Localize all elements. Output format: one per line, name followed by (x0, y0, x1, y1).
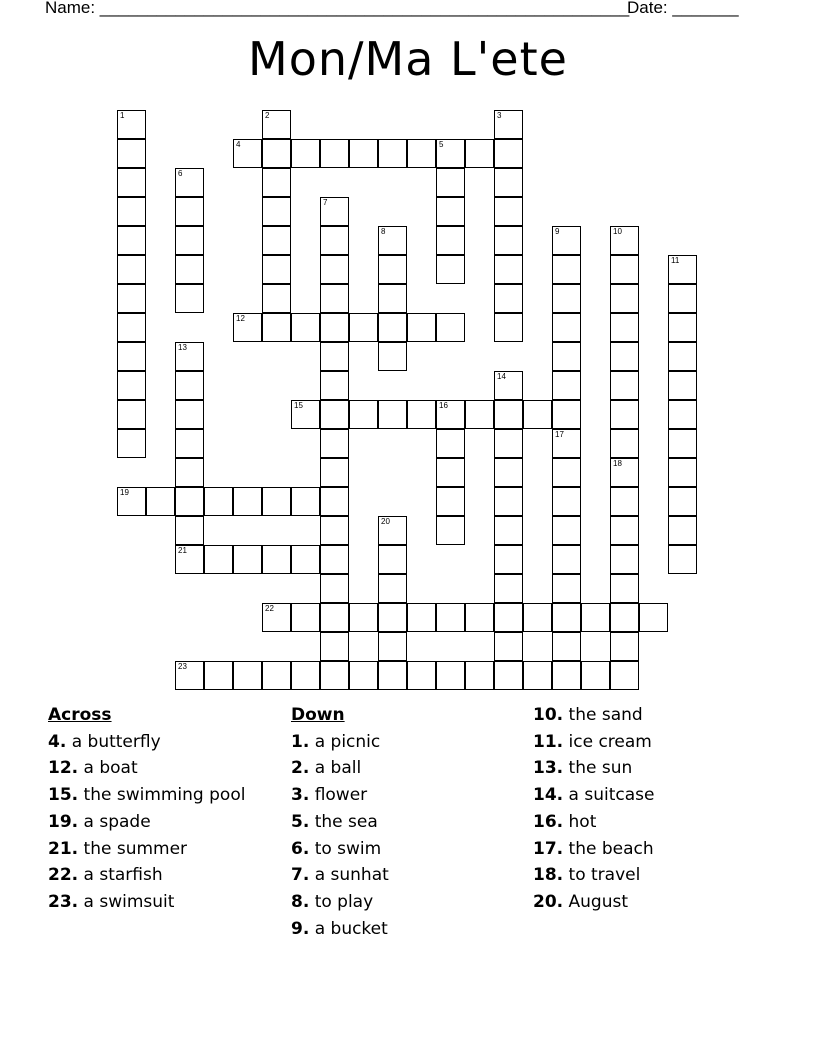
grid-cell[interactable] (523, 603, 552, 632)
down-clue (533, 809, 654, 836)
grid-cell[interactable] (610, 661, 639, 690)
grid-cell[interactable] (494, 545, 523, 574)
grid-cell[interactable] (175, 255, 204, 284)
clue-number: 5 (439, 140, 444, 149)
grid-cell[interactable] (668, 313, 697, 342)
clue-text: the beach (563, 838, 654, 859)
grid-cell[interactable] (175, 197, 204, 226)
clue-text: a ball (309, 758, 362, 779)
grid-cell[interactable] (610, 632, 639, 661)
clue-text: a butterfly (66, 731, 161, 752)
grid-cell[interactable] (378, 313, 407, 342)
clue-number-label: 3. (291, 785, 310, 806)
grid-cell[interactable] (233, 487, 262, 516)
across-clue (48, 729, 245, 756)
clue-number: 15 (294, 401, 303, 410)
grid-cell[interactable] (436, 168, 465, 197)
down-clue (533, 755, 654, 782)
clue-number: 9 (555, 227, 560, 236)
clue-number-label: 6. (291, 838, 310, 859)
clue-number: 2 (265, 111, 270, 120)
clue-number-label: 17. (533, 838, 564, 859)
grid-cell[interactable] (378, 255, 407, 284)
grid-cell[interactable] (668, 458, 697, 487)
grid-cell[interactable] (378, 574, 407, 603)
grid-cell[interactable] (262, 545, 291, 574)
grid-cell[interactable] (436, 400, 465, 429)
grid-cell[interactable] (291, 487, 320, 516)
clue-number-label: 8. (291, 891, 310, 912)
grid-cell[interactable] (320, 400, 349, 429)
clue-text: a sunhat (309, 865, 389, 886)
grid-cell[interactable] (175, 487, 204, 516)
grid-cell[interactable] (610, 516, 639, 545)
grid-cell[interactable] (117, 197, 146, 226)
grid-cell[interactable] (233, 545, 262, 574)
grid-cell[interactable] (378, 632, 407, 661)
clue-number-label: 2. (291, 758, 310, 779)
grid-cell[interactable] (668, 545, 697, 574)
clue-number-label: 9. (291, 918, 310, 939)
grid-cell[interactable] (291, 603, 320, 632)
grid-cell[interactable] (175, 400, 204, 429)
grid-cell[interactable] (291, 400, 320, 429)
grid-cell[interactable] (552, 487, 581, 516)
clue-number-label: 14. (533, 785, 564, 806)
down-clues (291, 702, 389, 942)
grid-cell[interactable] (494, 168, 523, 197)
clue-number: 3 (497, 111, 502, 120)
grid-cell[interactable] (175, 458, 204, 487)
grid-cell[interactable] (291, 545, 320, 574)
grid-cell[interactable] (407, 139, 436, 168)
grid-cell[interactable] (436, 487, 465, 516)
grid-cell[interactable] (494, 284, 523, 313)
grid-cell[interactable] (668, 516, 697, 545)
clue-number-label: 18. (533, 865, 564, 886)
grid-cell[interactable] (320, 574, 349, 603)
grid-cell[interactable] (552, 400, 581, 429)
grid-cell[interactable] (175, 545, 204, 574)
down-clue (533, 889, 654, 916)
grid-cell[interactable] (494, 139, 523, 168)
down-clue (291, 782, 389, 809)
grid-cell[interactable] (378, 545, 407, 574)
down-clue (291, 889, 389, 916)
grid-cell[interactable] (494, 313, 523, 342)
clue-number-label: 21. (48, 838, 79, 859)
clue-text: the sand (563, 705, 643, 725)
grid-cell[interactable] (117, 139, 146, 168)
grid-cell[interactable] (552, 284, 581, 313)
grid-cell[interactable] (610, 255, 639, 284)
grid-cell[interactable] (494, 255, 523, 284)
grid-cell[interactable] (465, 603, 494, 632)
grid-cell[interactable] (436, 516, 465, 545)
grid-cell[interactable] (494, 458, 523, 487)
clue-text: a boat (78, 758, 138, 779)
grid-cell[interactable] (320, 342, 349, 371)
grid-cell[interactable] (494, 632, 523, 661)
grid-cell[interactable] (610, 284, 639, 313)
grid-cell[interactable] (349, 603, 378, 632)
clue-number: 21 (178, 546, 187, 555)
across-heading: Across (48, 705, 112, 725)
grid-cell[interactable] (436, 603, 465, 632)
down-clue (533, 782, 654, 809)
grid-cell[interactable] (262, 168, 291, 197)
grid-cell[interactable] (552, 255, 581, 284)
grid-cell[interactable] (610, 313, 639, 342)
grid-cell[interactable] (494, 487, 523, 516)
clue-text: a picnic (309, 731, 381, 752)
down-clue (291, 862, 389, 889)
grid-cell[interactable] (320, 429, 349, 458)
grid-cell[interactable] (378, 603, 407, 632)
grid-cell[interactable] (494, 429, 523, 458)
grid-cell[interactable] (436, 661, 465, 690)
grid-cell[interactable] (436, 139, 465, 168)
grid-cell[interactable] (175, 226, 204, 255)
clue-number: 4 (236, 140, 241, 149)
grid-cell[interactable] (320, 371, 349, 400)
clue-number-label: 20. (533, 891, 564, 912)
grid-cell[interactable] (117, 487, 146, 516)
grid-cell[interactable] (262, 313, 291, 342)
grid-cell[interactable] (262, 284, 291, 313)
grid-cell[interactable] (668, 255, 697, 284)
across-clue (48, 755, 245, 782)
clue-number: 16 (439, 401, 448, 410)
page-title: Mon/Ma L'ete (248, 32, 568, 86)
grid-cell[interactable] (117, 400, 146, 429)
clue-number-label: 7. (291, 865, 310, 886)
grid-cell[interactable] (494, 197, 523, 226)
grid-cell[interactable] (465, 400, 494, 429)
clue-number: 13 (178, 343, 187, 352)
down-heading: Down (291, 705, 345, 725)
clue-number-label: 10. (533, 705, 564, 725)
clue-number: 8 (381, 227, 386, 236)
clue-text: the sun (563, 758, 633, 779)
grid-cell[interactable] (407, 313, 436, 342)
grid-cell[interactable] (378, 139, 407, 168)
grid-cell[interactable] (552, 371, 581, 400)
grid-cell[interactable] (494, 226, 523, 255)
grid-cell[interactable] (320, 284, 349, 313)
grid-cell[interactable] (349, 313, 378, 342)
grid-cell[interactable] (233, 313, 262, 342)
grid-cell[interactable] (610, 429, 639, 458)
grid-cell[interactable] (610, 574, 639, 603)
grid-cell[interactable] (610, 487, 639, 516)
grid-cell[interactable] (349, 400, 378, 429)
grid-cell[interactable] (378, 516, 407, 545)
grid-cell[interactable] (320, 458, 349, 487)
across-clue (48, 782, 245, 809)
clue-number-label: 22. (48, 865, 79, 886)
grid-cell[interactable] (552, 603, 581, 632)
grid-cell[interactable] (436, 429, 465, 458)
clue-text: a starfish (78, 865, 163, 886)
date-field-label: Date: _______ (627, 0, 739, 17)
grid-cell[interactable] (117, 313, 146, 342)
down-clue (291, 809, 389, 836)
grid-cell[interactable] (378, 342, 407, 371)
down-clue (291, 755, 389, 782)
clue-text: a swimsuit (78, 891, 175, 912)
grid-cell[interactable] (291, 313, 320, 342)
clue-text: a suitcase (563, 785, 655, 806)
grid-cell[interactable] (175, 661, 204, 690)
clue-text: flower (309, 785, 368, 806)
down-clue (533, 862, 654, 889)
grid-cell[interactable] (262, 139, 291, 168)
clue-number-label: 16. (533, 811, 564, 832)
clue-text: the summer (78, 838, 188, 859)
down-clue (291, 836, 389, 863)
grid-cell[interactable] (610, 400, 639, 429)
clue-number-label: 4. (48, 731, 67, 752)
grid-cell[interactable] (349, 139, 378, 168)
grid-cell[interactable] (436, 255, 465, 284)
clue-number: 10 (613, 227, 622, 236)
down-clue (291, 916, 389, 943)
clue-text: ice cream (563, 731, 652, 752)
grid-cell[interactable] (436, 458, 465, 487)
grid-cell[interactable] (262, 226, 291, 255)
down-clue (533, 702, 654, 729)
grid-cell[interactable] (552, 429, 581, 458)
grid-cell[interactable] (175, 168, 204, 197)
grid-cell[interactable] (204, 545, 233, 574)
grid-cell[interactable] (175, 284, 204, 313)
grid-cell[interactable] (668, 400, 697, 429)
across-clue (48, 836, 245, 863)
clue-number-label: 13. (533, 758, 564, 779)
grid-cell[interactable] (320, 632, 349, 661)
grid-cell[interactable] (175, 429, 204, 458)
grid-cell[interactable] (117, 110, 146, 139)
grid-cell[interactable] (320, 487, 349, 516)
down-clues-continued (533, 702, 654, 916)
clue-number: 20 (381, 517, 390, 526)
grid-cell[interactable] (436, 226, 465, 255)
grid-cell[interactable] (668, 284, 697, 313)
clue-number: 1 (120, 111, 125, 120)
across-clues (48, 702, 245, 916)
clue-text: to swim (309, 838, 382, 859)
grid-cell[interactable] (117, 284, 146, 313)
grid-cell[interactable] (320, 516, 349, 545)
clue-number-label: 12. (48, 758, 79, 779)
grid-cell[interactable] (494, 574, 523, 603)
clue-number-label: 1. (291, 731, 310, 752)
clue-number: 18 (613, 459, 622, 468)
grid-cell[interactable] (320, 197, 349, 226)
name-field-label: Name: ________________________________________________________ (45, 0, 630, 17)
grid-cell[interactable] (668, 487, 697, 516)
grid-cell[interactable] (639, 603, 668, 632)
grid-cell[interactable] (117, 342, 146, 371)
grid-cell[interactable] (668, 342, 697, 371)
grid-cell[interactable] (552, 545, 581, 574)
clue-number-label: 15. (48, 785, 79, 806)
grid-cell[interactable] (175, 516, 204, 545)
clue-number-label: 23. (48, 891, 79, 912)
grid-cell[interactable] (204, 487, 233, 516)
grid-cell[interactable] (610, 342, 639, 371)
grid-cell[interactable] (262, 603, 291, 632)
grid-cell[interactable] (117, 255, 146, 284)
clue-number: 7 (323, 198, 328, 207)
grid-cell[interactable] (494, 603, 523, 632)
grid-cell[interactable] (610, 226, 639, 255)
grid-cell[interactable] (117, 168, 146, 197)
grid-cell[interactable] (320, 545, 349, 574)
clue-text: a spade (78, 811, 151, 832)
grid-cell[interactable] (523, 400, 552, 429)
across-clue (48, 809, 245, 836)
grid-cell[interactable] (523, 661, 552, 690)
clue-number: 17 (555, 430, 564, 439)
grid-cell[interactable] (291, 139, 320, 168)
grid-cell[interactable] (552, 313, 581, 342)
clue-text: to play (309, 891, 374, 912)
clue-text: hot (563, 811, 597, 832)
down-clue (533, 836, 654, 863)
grid-cell[interactable] (233, 139, 262, 168)
grid-cell[interactable] (262, 197, 291, 226)
grid-cell[interactable] (610, 458, 639, 487)
grid-cell[interactable] (610, 603, 639, 632)
grid-cell[interactable] (262, 255, 291, 284)
grid-cell[interactable] (262, 487, 291, 516)
grid-cell[interactable] (494, 371, 523, 400)
clue-number: 14 (497, 372, 506, 381)
grid-cell[interactable] (320, 603, 349, 632)
grid-cell[interactable] (117, 226, 146, 255)
grid-cell[interactable] (552, 632, 581, 661)
grid-cell[interactable] (378, 661, 407, 690)
grid-cell[interactable] (581, 603, 610, 632)
grid-cell[interactable] (378, 400, 407, 429)
grid-cell[interactable] (378, 284, 407, 313)
grid-cell[interactable] (494, 110, 523, 139)
grid-cell[interactable] (117, 371, 146, 400)
down-clue (533, 729, 654, 756)
grid-cell[interactable] (320, 226, 349, 255)
clue-number-label: 19. (48, 811, 79, 832)
clue-number: 23 (178, 662, 187, 671)
grid-cell[interactable] (262, 661, 291, 690)
grid-cell[interactable] (378, 226, 407, 255)
clue-text: the sea (309, 811, 378, 832)
grid-cell[interactable] (494, 661, 523, 690)
grid-cell[interactable] (465, 139, 494, 168)
grid-cell[interactable] (117, 429, 146, 458)
grid-cell[interactable] (494, 400, 523, 429)
grid-cell[interactable] (494, 516, 523, 545)
clue-number-label: 11. (533, 731, 564, 752)
grid-cell[interactable] (552, 342, 581, 371)
grid-cell[interactable] (552, 574, 581, 603)
clue-number: 12 (236, 314, 245, 323)
grid-cell[interactable] (320, 661, 349, 690)
grid-cell[interactable] (668, 371, 697, 400)
grid-cell[interactable] (233, 661, 262, 690)
grid-cell[interactable] (175, 371, 204, 400)
grid-cell[interactable] (175, 342, 204, 371)
clue-text: to travel (563, 865, 641, 886)
grid-cell[interactable] (407, 400, 436, 429)
grid-cell[interactable] (581, 661, 610, 690)
clue-text: a bucket (309, 918, 388, 939)
grid-cell[interactable] (552, 661, 581, 690)
grid-cell[interactable] (349, 661, 378, 690)
grid-cell[interactable] (262, 110, 291, 139)
grid-cell[interactable] (436, 197, 465, 226)
grid-cell[interactable] (320, 313, 349, 342)
grid-cell[interactable] (291, 661, 320, 690)
clue-text: August (563, 891, 629, 912)
across-clue (48, 862, 245, 889)
grid-cell[interactable] (552, 458, 581, 487)
clue-number: 6 (178, 169, 183, 178)
grid-cell[interactable] (436, 313, 465, 342)
grid-cell[interactable] (552, 226, 581, 255)
grid-cell[interactable] (407, 603, 436, 632)
clue-number: 11 (671, 256, 680, 265)
grid-cell[interactable] (465, 661, 494, 690)
grid-cell[interactable] (320, 139, 349, 168)
grid-cell[interactable] (320, 255, 349, 284)
grid-cell[interactable] (552, 516, 581, 545)
grid-cell[interactable] (610, 371, 639, 400)
clue-number: 22 (265, 604, 274, 613)
down-clue (291, 729, 389, 756)
clue-text: the swimming pool (78, 785, 246, 806)
clue-number-label: 5. (291, 811, 310, 832)
grid-cell[interactable] (204, 661, 233, 690)
grid-cell[interactable] (668, 429, 697, 458)
grid-cell[interactable] (610, 545, 639, 574)
grid-cell[interactable] (407, 661, 436, 690)
across-clue (48, 889, 245, 916)
grid-cell[interactable] (146, 487, 175, 516)
clue-number: 19 (120, 488, 129, 497)
